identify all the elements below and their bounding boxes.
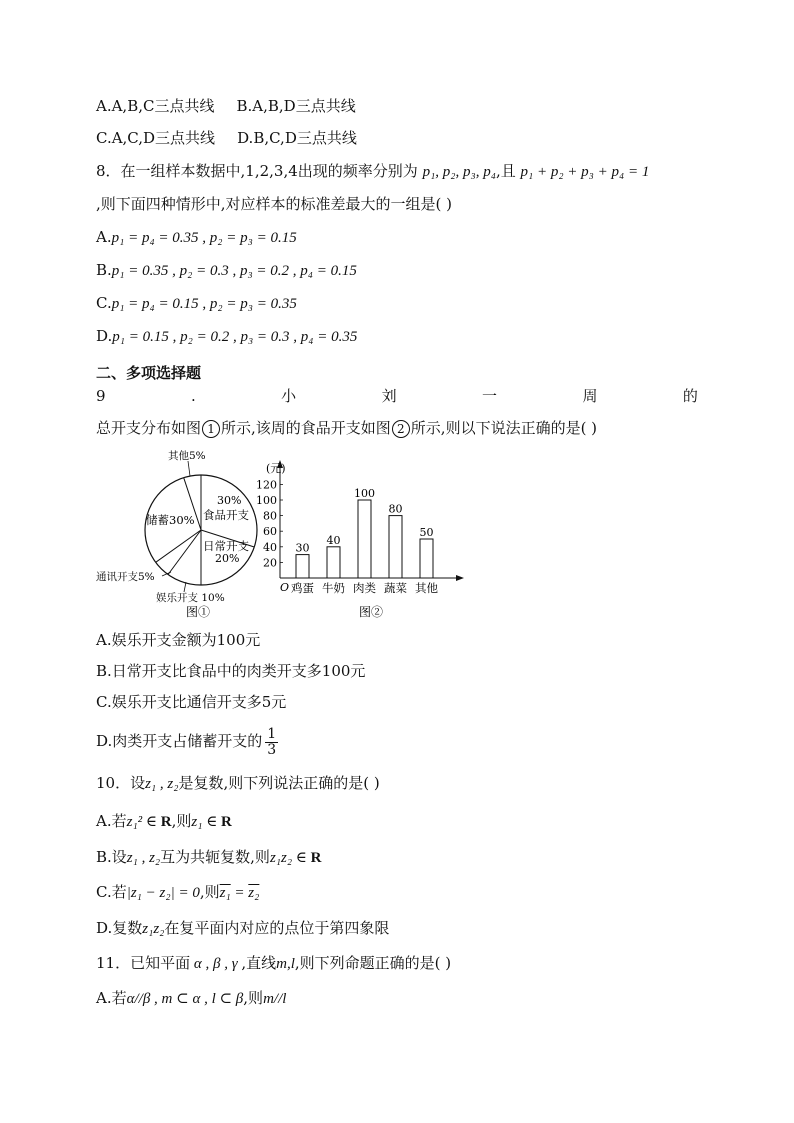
pie-label-savings: 储蓄30% [146,513,195,527]
pie-caption: 图① [186,605,211,619]
q10-option-d-post: 在复平面内对应的点位于第四象限 [164,919,390,937]
reals-symbol: R [160,814,172,830]
y-tick-label: 20 [263,556,277,570]
y-tick-label: 100 [256,494,277,507]
bar-2 [358,500,371,578]
q11-stem-pre: 11．已知平面 [96,954,191,972]
q7-option-b: B.A,B,D三点共线 [236,97,356,115]
q8-option-c-label: C. [96,294,112,312]
bar-3 [389,516,402,578]
q10-option-c-mid: ,则 [199,883,220,901]
pie-label-comm: 通讯开支5% [96,571,155,583]
bar-0 [296,555,309,578]
bar-ylabel: (元) [266,462,286,475]
bar-chart [256,460,464,619]
q8-option-a-label: A. [96,228,112,246]
bar-origin-label: O [280,581,290,594]
q10-option-b-vars: z₁ , z₂ [126,850,161,866]
q8-stem-line2: ,则下面四种情形中,对应样本的标准差最大的一组是( ) [96,195,453,213]
pie-slice-divider [168,530,201,574]
q9-stem-word: 一 [482,387,498,405]
q9-stem-mid: 所示,该周的食品开支如图 [221,419,391,437]
q9-stem-post: 所示,则以下说法正确的是( ) [410,419,598,437]
q11-option-a-math2: m//l [263,991,287,1007]
q10-option-b-pre: B.设 [96,848,127,866]
q9-stem-word: 9 [96,387,106,405]
q8-stem-eq: p₁ + p₂ + p₃ + p₄ = 1 [520,164,650,180]
q10-option-b [96,847,322,868]
q11-stem-post: ,则下列命题正确的是( ) [294,954,452,972]
bar-value-label: 30 [295,541,310,555]
reals-symbol: R [221,814,232,830]
q8-option-a-math: p₁ = p₄ = 0.35 , p₂ = p₃ = 0.15 [111,230,297,246]
q9-option-c: C.娱乐开支比通信开支多5元 [96,693,287,711]
y-tick-label: 120 [256,478,277,492]
q8-option-c-math: p₁ = p₄ = 0.15 , p₂ = p₃ = 0.35 [111,296,297,312]
pie-chart [96,449,257,619]
fraction-one-third [265,727,278,758]
q10-option-c-pre: C.若 [96,883,127,901]
reals-symbol: R [310,850,322,866]
pie-label-ent: 娱乐开支 10% [156,592,225,604]
pie-label-food: 食品开支 [203,508,249,522]
leader-line-other [188,461,190,476]
fraction-denominator: 3 [267,741,277,758]
q9-stem-line1 [96,386,698,406]
q10-stem-vars: z₁ , z₂ [145,776,179,792]
q8-option-d-label: D. [96,327,113,345]
pie-label-other: 其他5% [168,450,206,462]
q11-stem-mid: ,直线 [241,954,277,972]
q10-stem [96,773,380,794]
q10-option-b-math: z₁z₂ ∈ [269,850,311,866]
q9-stem-line2 [96,418,597,438]
bar-4 [420,539,433,578]
q10-option-a-math1: z₁² ∈ [126,814,161,830]
q9-stem-word: 的 [682,387,698,405]
bar-caption: 图② [359,605,384,619]
q9-stem-pre: 总开支分布如图 [96,419,202,437]
q8-option-b [96,260,357,281]
q10-option-a-math2: z₁ ∈ [191,814,222,830]
bar-category-label: 牛奶 [322,581,345,595]
q8-option-b-label: B. [96,261,112,279]
q10-option-a-pre: A.若 [96,812,127,830]
bar-value-label: 80 [388,502,403,516]
q9-option-d-text: D.肉类开支占储蓄开支的 [96,732,263,750]
q11-stem [96,953,451,974]
q11-option-a [96,988,286,1009]
bar-value-label: 50 [419,526,434,539]
pie-label-food-pct: 30% [217,494,242,507]
q11-stem-planes: α , β , γ [190,956,242,972]
leader-line-ent [184,582,186,592]
conjugate-z2: z₂ [248,885,260,901]
q9-option-b: B.日常开支比食品中的肉类开支多100元 [96,662,366,680]
q10-stem-post: 是复数,则下列说法正确的是( ) [178,774,380,792]
q7-options-row1 [96,96,356,116]
bar-category-label: 肉类 [353,581,376,595]
q8-stem-vars: p₁, p₂, p₃, p₄ [422,164,496,180]
q8-option-c [96,293,297,314]
circled-number-2: 2 [392,420,410,438]
circled-number-1: 1 [202,420,220,438]
q11-stem-lines: m,l [276,956,295,972]
q9-figures [96,446,476,624]
q9-stem-word: 小 [281,387,297,405]
bar-category-label: 鸡蛋 [291,581,314,595]
equals-sign: = [230,885,249,901]
bar-value-label: 40 [326,533,341,547]
fraction-numerator: 1 [267,725,277,742]
q9-stem-word: . [190,387,196,405]
q10-option-a-mid: ,则 [171,812,192,830]
q10-option-d [96,918,389,939]
q10-option-c-math1: |z₁ − z₂| = 0 [126,885,200,901]
q8-stem-mid: ,且 [495,162,516,180]
y-tick-label: 80 [263,509,277,523]
q11-option-a-math: α//β , m ⊂ α , l ⊂ β [126,991,244,1007]
q10-option-b-mid: 互为共轭复数,则 [160,848,270,866]
q8-option-b-math: p₁ = 0.35 , p₂ = 0.3 , p₃ = 0.2 , p₄ = 0.15 [111,263,357,279]
y-tick-label: 60 [263,525,277,539]
q8-option-a [96,227,297,248]
bar-category-label: 蔬菜 [384,581,407,595]
bar-1 [327,547,340,578]
q7-option-a: A.A,B,C三点共线 [96,97,215,115]
q7-option-d: D.B,C,D三点共线 [237,129,357,147]
pie-label-daily: 日常开支 [203,539,249,553]
q11-option-a-pre: A.若 [96,989,127,1007]
x-axis-arrow [456,575,464,581]
q8-stem-prefix: 8．在一组样本数据中,1,2,3,4出现的频率分别为 [96,162,418,180]
q7-options-row2 [96,128,357,148]
q10-option-a [96,811,232,832]
q9-stem-word: 刘 [381,387,397,405]
q10-option-c [96,882,259,903]
q9-stem-word: 周 [582,387,598,405]
q10-option-d-pre: D.复数 [96,919,143,937]
y-tick-label: 40 [263,540,277,554]
section-title: 二、多项选择题 [96,364,202,382]
q8-stem-line1 [96,161,649,182]
q8-option-d [96,326,357,347]
q9-option-a: A.娱乐开支金额为100元 [96,631,261,649]
q10-option-d-math: z₁z₂ [142,921,165,937]
q9-option-d [96,724,278,758]
q10-stem-pre: 10．设 [96,774,146,792]
pie-slice-divider [156,530,201,562]
q7-option-c: C.A,C,D三点共线 [96,129,216,147]
q11-option-a-mid: ,则 [243,989,264,1007]
bar-value-label: 100 [354,487,375,500]
q8-option-d-math: p₁ = 0.15 , p₂ = 0.2 , p₃ = 0.3 , p₄ = 0.35 [112,329,358,345]
conjugate-z1: z₁ [219,885,231,901]
pie-label-daily-pct: 20% [215,552,240,565]
bar-category-label: 其他 [415,581,438,595]
